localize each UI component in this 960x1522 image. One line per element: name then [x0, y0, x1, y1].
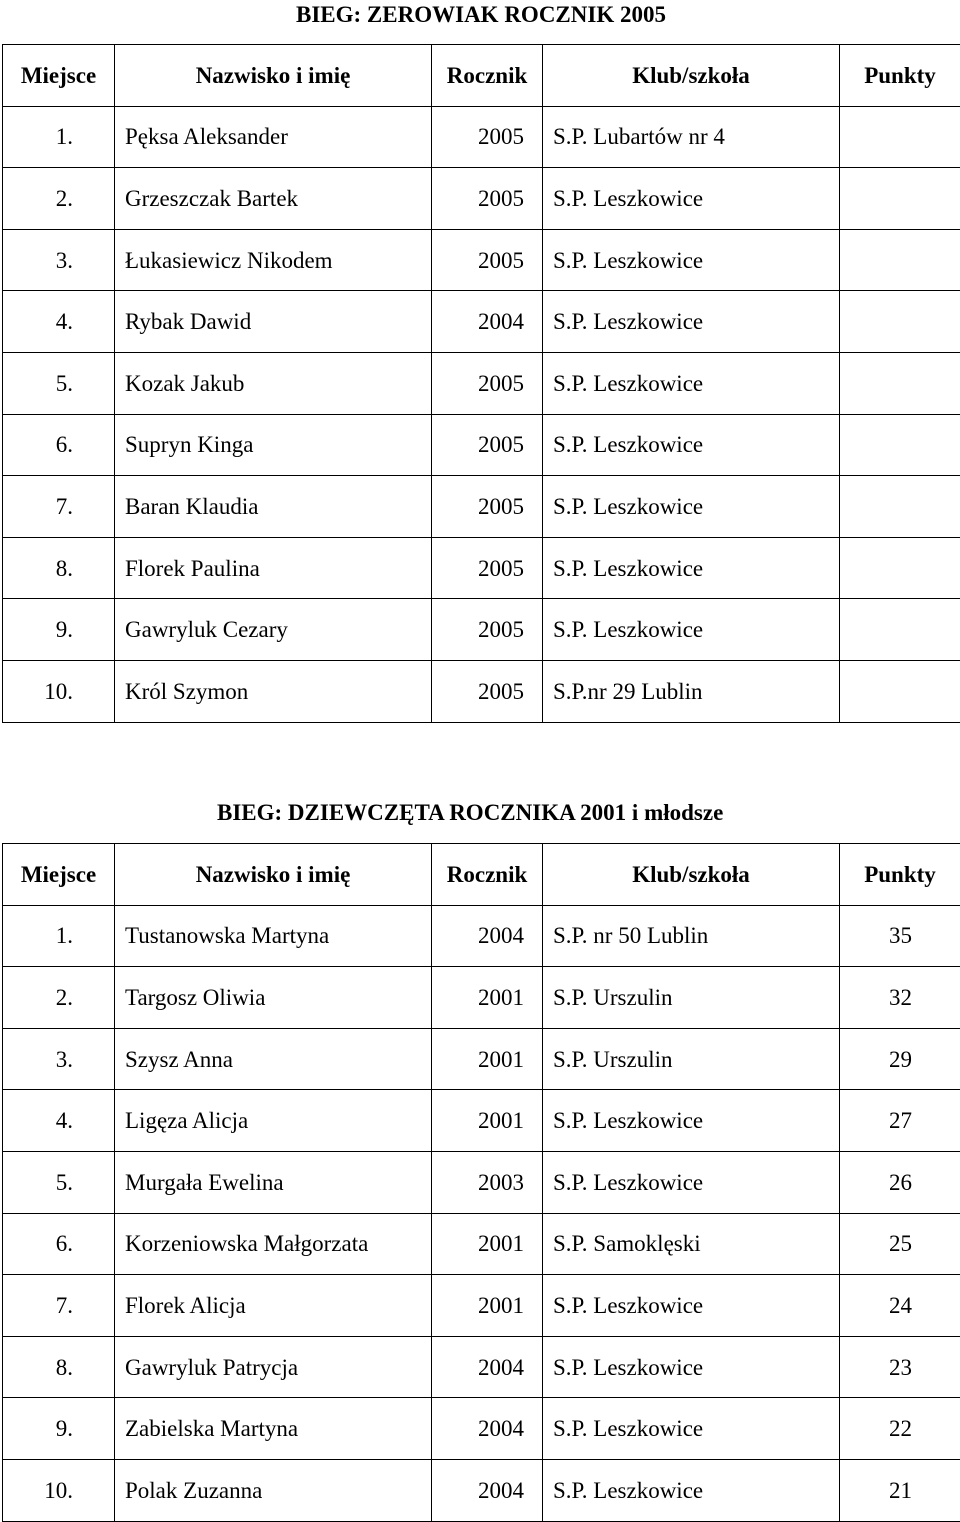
cell-club: S.P. Leszkowice: [543, 168, 840, 230]
table-row: [3, 967, 960, 1029]
cell-place: 2.: [3, 967, 115, 1029]
cell-year: 2003: [432, 1151, 543, 1213]
cell-club: S.P. nr 50 Lublin: [543, 905, 840, 967]
cell-place: 9.: [3, 1398, 115, 1460]
cell-points: 24: [840, 1275, 960, 1337]
cell-name: Florek Alicja: [115, 1275, 432, 1337]
cell-place: 5.: [3, 1151, 115, 1213]
cell-name: Polak Zuzanna: [115, 1459, 432, 1521]
cell-points: [840, 168, 960, 230]
cell-club: S.P. Leszkowice: [543, 1090, 840, 1152]
table-row: [3, 168, 960, 230]
cell-place: 1.: [3, 905, 115, 967]
cell-name: Gawryluk Patrycja: [115, 1336, 432, 1398]
header-points: Punkty: [840, 45, 960, 107]
cell-place: 9.: [3, 599, 115, 661]
cell-points: 23: [840, 1336, 960, 1398]
cell-club: S.P. Urszulin: [543, 1028, 840, 1090]
cell-name: Gawryluk Cezary: [115, 599, 432, 661]
cell-points: 25: [840, 1213, 960, 1275]
cell-name: Grzeszczak Bartek: [115, 168, 432, 230]
cell-name: Zabielska Martyna: [115, 1398, 432, 1460]
cell-year: 2004: [432, 1398, 543, 1460]
table-body: [3, 106, 960, 722]
cell-year: 2001: [432, 1275, 543, 1337]
cell-points: 29: [840, 1028, 960, 1090]
table-row: [3, 1090, 960, 1152]
table-row: [3, 414, 960, 476]
cell-club: S.P. Leszkowice: [543, 291, 840, 353]
cell-year: 2005: [432, 352, 543, 414]
header-club: Klub/szkoła: [543, 844, 840, 906]
cell-club: S.P. Leszkowice: [543, 1275, 840, 1337]
table-row: [3, 1398, 960, 1460]
cell-points: 35: [840, 905, 960, 967]
header-points: Punkty: [840, 844, 960, 906]
table-row: [3, 1028, 960, 1090]
table-row: [3, 291, 960, 353]
cell-points: [840, 229, 960, 291]
cell-year: 2001: [432, 1028, 543, 1090]
table-header-row: [3, 45, 960, 107]
cell-name: Tustanowska Martyna: [115, 905, 432, 967]
cell-year: 2005: [432, 414, 543, 476]
cell-place: 6.: [3, 1213, 115, 1275]
cell-year: 2004: [432, 1459, 543, 1521]
table-row: [3, 1151, 960, 1213]
table-row: [3, 660, 960, 722]
cell-place: 10.: [3, 660, 115, 722]
cell-name: Targosz Oliwia: [115, 967, 432, 1029]
table-row: [3, 352, 960, 414]
cell-name: Łukasiewicz Nikodem: [115, 229, 432, 291]
header-name: Nazwisko i imię: [115, 844, 432, 906]
table-row: [3, 106, 960, 168]
cell-club: S.P. Leszkowice: [543, 229, 840, 291]
cell-place: 3.: [3, 229, 115, 291]
cell-place: 10.: [3, 1459, 115, 1521]
table-row: [3, 476, 960, 538]
results-table-dziewczeta: [2, 843, 960, 1522]
cell-club: S.P. Leszkowice: [543, 1151, 840, 1213]
cell-place: 5.: [3, 352, 115, 414]
cell-points: 32: [840, 967, 960, 1029]
cell-club: S.P. Lubartów nr 4: [543, 106, 840, 168]
cell-club: S.P. Leszkowice: [543, 1336, 840, 1398]
cell-club: S.P. Leszkowice: [543, 476, 840, 538]
cell-points: [840, 599, 960, 661]
cell-name: Król Szymon: [115, 660, 432, 722]
results-table-zerowiak: [2, 44, 960, 723]
cell-year: 2005: [432, 537, 543, 599]
cell-year: 2005: [432, 476, 543, 538]
cell-year: 2004: [432, 905, 543, 967]
table-header-row: [3, 844, 960, 906]
cell-place: 2.: [3, 168, 115, 230]
cell-club: S.P. Leszkowice: [543, 414, 840, 476]
header-place: Miejsce: [3, 844, 115, 906]
cell-name: Pęksa Aleksander: [115, 106, 432, 168]
table-row: [3, 1459, 960, 1521]
cell-points: 22: [840, 1398, 960, 1460]
cell-year: 2001: [432, 1090, 543, 1152]
cell-club: S.P.nr 29 Lublin: [543, 660, 840, 722]
cell-club: S.P. Leszkowice: [543, 1398, 840, 1460]
table-row: [3, 1336, 960, 1398]
cell-club: S.P. Samoklęski: [543, 1213, 840, 1275]
cell-name: Korzeniowska Małgorzata: [115, 1213, 432, 1275]
cell-club: S.P. Urszulin: [543, 967, 840, 1029]
cell-club: S.P. Leszkowice: [543, 352, 840, 414]
table-row: [3, 229, 960, 291]
cell-place: 6.: [3, 414, 115, 476]
cell-place: 8.: [3, 537, 115, 599]
header-year: Rocznik: [432, 45, 543, 107]
cell-points: [840, 291, 960, 353]
header-place: Miejsce: [3, 45, 115, 107]
cell-year: 2005: [432, 106, 543, 168]
cell-name: Murgała Ewelina: [115, 1151, 432, 1213]
cell-points: [840, 537, 960, 599]
cell-year: 2005: [432, 599, 543, 661]
table-row: [3, 599, 960, 661]
cell-year: 2004: [432, 291, 543, 353]
cell-points: [840, 476, 960, 538]
cell-place: 8.: [3, 1336, 115, 1398]
cell-points: [840, 660, 960, 722]
cell-club: S.P. Leszkowice: [543, 599, 840, 661]
header-name: Nazwisko i imię: [115, 45, 432, 107]
cell-name: Szysz Anna: [115, 1028, 432, 1090]
cell-place: 7.: [3, 476, 115, 538]
cell-name: Supryn Kinga: [115, 414, 432, 476]
table-row: [3, 1275, 960, 1337]
header-year: Rocznik: [432, 844, 543, 906]
cell-year: 2005: [432, 168, 543, 230]
section-title-dziewczeta: BIEG: DZIEWCZĘTA ROCZNIKA 2001 i młodsze: [217, 801, 723, 824]
cell-place: 7.: [3, 1275, 115, 1337]
cell-points: 26: [840, 1151, 960, 1213]
cell-place: 1.: [3, 106, 115, 168]
cell-club: S.P. Leszkowice: [543, 537, 840, 599]
cell-points: [840, 414, 960, 476]
cell-year: 2001: [432, 967, 543, 1029]
cell-name: Baran Klaudia: [115, 476, 432, 538]
cell-points: 21: [840, 1459, 960, 1521]
cell-year: 2005: [432, 660, 543, 722]
cell-year: 2001: [432, 1213, 543, 1275]
cell-points: [840, 352, 960, 414]
table-body: [3, 905, 960, 1521]
cell-name: Rybak Dawid: [115, 291, 432, 353]
header-club: Klub/szkoła: [543, 45, 840, 107]
cell-year: 2005: [432, 229, 543, 291]
cell-points: [840, 106, 960, 168]
cell-name: Florek Paulina: [115, 537, 432, 599]
cell-club: S.P. Leszkowice: [543, 1459, 840, 1521]
cell-place: 4.: [3, 291, 115, 353]
table-row: [3, 537, 960, 599]
table-row: [3, 1213, 960, 1275]
cell-points: 27: [840, 1090, 960, 1152]
table-row: [3, 905, 960, 967]
cell-year: 2004: [432, 1336, 543, 1398]
cell-name: Kozak Jakub: [115, 352, 432, 414]
cell-place: 4.: [3, 1090, 115, 1152]
section-title-zerowiak: BIEG: ZEROWIAK ROCZNIK 2005: [296, 3, 666, 26]
cell-place: 3.: [3, 1028, 115, 1090]
cell-name: Ligęza Alicja: [115, 1090, 432, 1152]
